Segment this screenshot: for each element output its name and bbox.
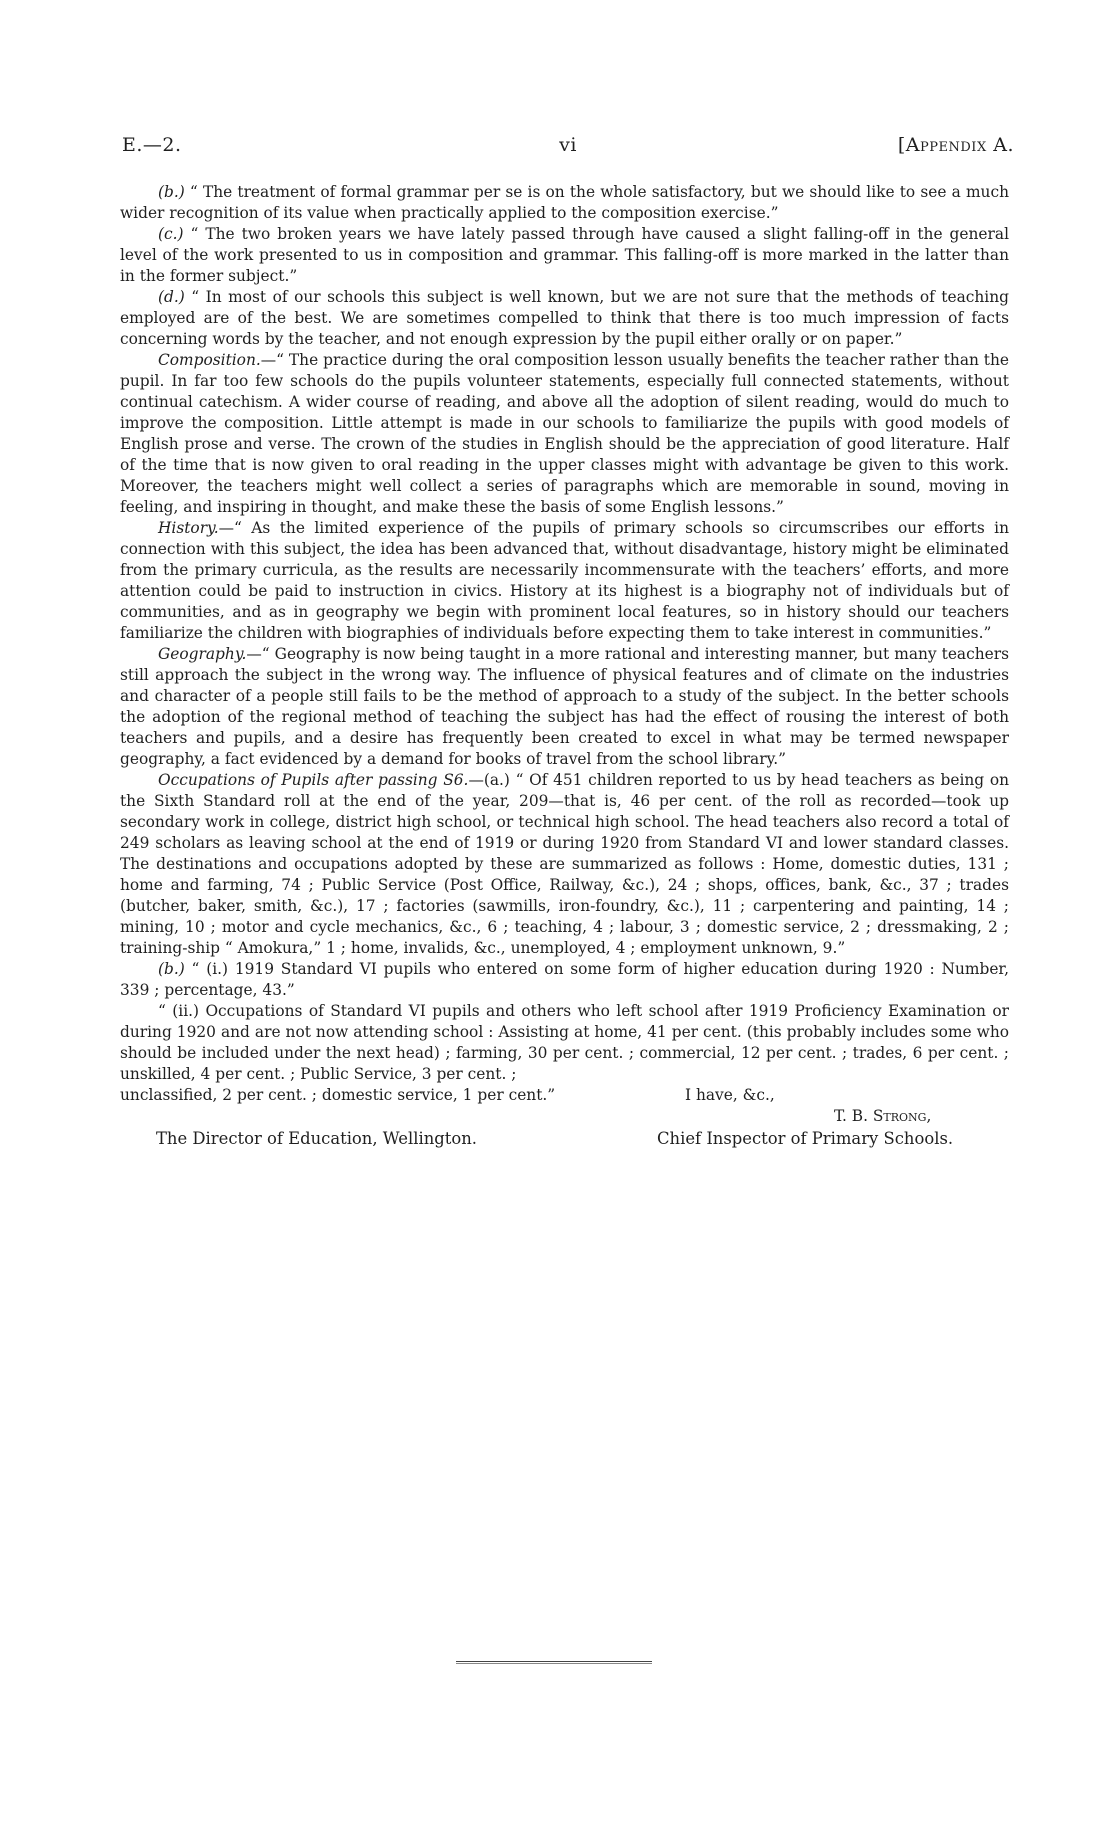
paragraph-text: —“ The practice during the oral composition lesson usually benefits the teacher rather than the pupil. In far too few schools do the pupils volunteer statements, especially full connected statements, without continual catechism. A wider course of reading, and above all the adoption of silent reading, would do much to improve the composition. Little attempt is made in our schools to familiarize the pupils with good models of English prose and verse. The crown of the studies in English should be the appreciation of good literature. Half of the time that is now given to oral reading in the upper classes might with advantage be given to this work. Moreover, the teachers might well collect a series of paragraphs which are memorable in sound, moving in feeling, and inspiring in thought, and make these the basis of some English lessons.” — [120, 351, 1010, 516]
appendix-label: [Appendix A. — [897, 134, 1014, 156]
paragraph-text: —“ Geography is now being taught in a more rational and interesting manner, but many teachers still approach the subject in the wrong way. The influence of physical features and of climate on the industries and character of a people still fails to be the method of approach to a study of the subject. In the better schools the adoption of the regional method of teaching the subject has had the effect of rousing the interest of both teachers and pupils, and a desire has frequently been created to excel in what may be termed newspaper geography, a fact evidenced by a demand for books of travel from the school library.” — [120, 645, 1009, 768]
paragraph-text: —(a.) “ Of 451 children reported to us by head teachers as being on the Sixth Standard roll at the end of the year, 209—that is, 46 per cent. of the roll as recorded—took up secondary work in college, district high school, or technical high school. The head teachers also record a total of 249 scholars as leaving school at the end of 1919 or during 1920 from Standard VI and lower standard classes. The destinations and occupations adopted by these are summarized as follows : Home, domestic duties, 131 ; home and farming, 74 ; Public Service (Post Office, Railway, &c.), 24 ; shops, offices, bank, &c., 37 ; trades (butcher, baker, smith, &c.), 17 ; factories (sawmills, iron-foundry, &c.), 11 ; carpentering and painting, 14 ; mining, 10 ; motor and cycle mechanics, &c., 6 ; teaching, 4 ; labour, 3 ; domestic service, 2 ; dressmaking, 2 ; training-ship “ Amokura,” 1 ; home, invalids, &c., unemployed, 4 ; employment unknown, 9.” — [120, 771, 1010, 957]
paragraph-lead: (b.) — [158, 960, 185, 978]
document-reference: E.—2. — [122, 134, 182, 156]
paragraph-text: “ The two broken years we have lately passed through have caused a slight falling-off in the general level of the work presented to us in composition and grammar. This falling-off is more marked in the latter than in the former subject.” — [120, 225, 1009, 285]
closing-rule — [456, 1661, 652, 1664]
paragraph-occupations-b — [120, 959, 1009, 1001]
paragraph-text: “ The treatment of formal grammar per se is on the whole satisfactory, but we should like to see a much wider recognition of its value when practically applied to the composition exercise.” — [120, 183, 1009, 222]
page-number: vi — [559, 134, 577, 156]
paragraph-lead: (c.) — [158, 225, 184, 243]
signatory-name: T. B. Strong, — [834, 1107, 932, 1125]
report-body — [120, 182, 1009, 1151]
salutation: I have, &c., — [685, 1086, 775, 1104]
paragraph-composition — [120, 350, 1009, 518]
paragraph-grammar-c — [120, 224, 1009, 287]
paragraph-text: “ (i.) 1919 Standard VI pupils who entered on some form of higher education during 1920 : Number, 339 ; percentage, 43.” — [120, 960, 1009, 999]
paragraph-history — [120, 518, 1009, 644]
paragraph-lead: History. — [158, 519, 219, 537]
closing-last-line: unclassified, 2 per cent. ; domestic service, 1 per cent.” — [120, 1086, 556, 1104]
paragraph-text: —“ As the limited experience of the pupils of primary schools so circumscribes our efforts in connection with this subject, the idea has been advanced that, without disadvantage, history might be eliminated from the primary curricula, as the results are necessarily incommensurate with the teachers’ efforts, and more attention could be paid to instruction in civics. History at its highest is a biography not of individuals but of communities, and as in geography we begin with prominent local features, so in history should our teachers familiarize the children with biographies of individuals before expecting them to take interest in communities.” — [120, 519, 1009, 642]
paragraph-occupations-a — [120, 770, 1009, 959]
paragraph-lead: Geography. — [158, 645, 247, 663]
paragraph-lead: (b.) — [158, 183, 185, 201]
recipient: The Director of Education, Wellington. — [156, 1129, 477, 1148]
page-header — [122, 134, 1014, 164]
paragraph-lead: Composition. — [158, 351, 261, 369]
signatory-title: Chief Inspector of Primary Schools. — [657, 1129, 954, 1148]
paragraph-geography — [120, 644, 1009, 770]
paragraph-lead: (d.) — [158, 288, 185, 306]
paragraph-text: “ In most of our schools this subject is well known, but we are not sure that the methods of teaching employed are of the best. We are sometimes compelled to think that there is too much impression of facts concerning words by the teacher, and not enough expression by the pupil either orally or on paper.” — [120, 288, 1009, 348]
paragraph-text: “ (ii.) Occupations of Standard VI pupils and others who left school after 1919 Proficiency Examination or during 1920 and are not now attending school : Assisting at home, 41 per cent. (this probably includes some who should be included under the next head) ; farming, 30 per cent. ; commercial, 12 per cent. ; trades, 6 per cent. ; unskilled, 4 per cent. ; Public Service, 3 per cent. ; — [120, 1002, 1009, 1083]
closing-block — [120, 1085, 1009, 1151]
paragraph-grammar-d — [120, 287, 1009, 350]
paragraph-grammar-b — [120, 182, 1009, 224]
paragraph-lead: Occupations of Pupils after passing S6. — [158, 771, 469, 789]
paragraph-occupations-ii — [120, 1001, 1009, 1085]
